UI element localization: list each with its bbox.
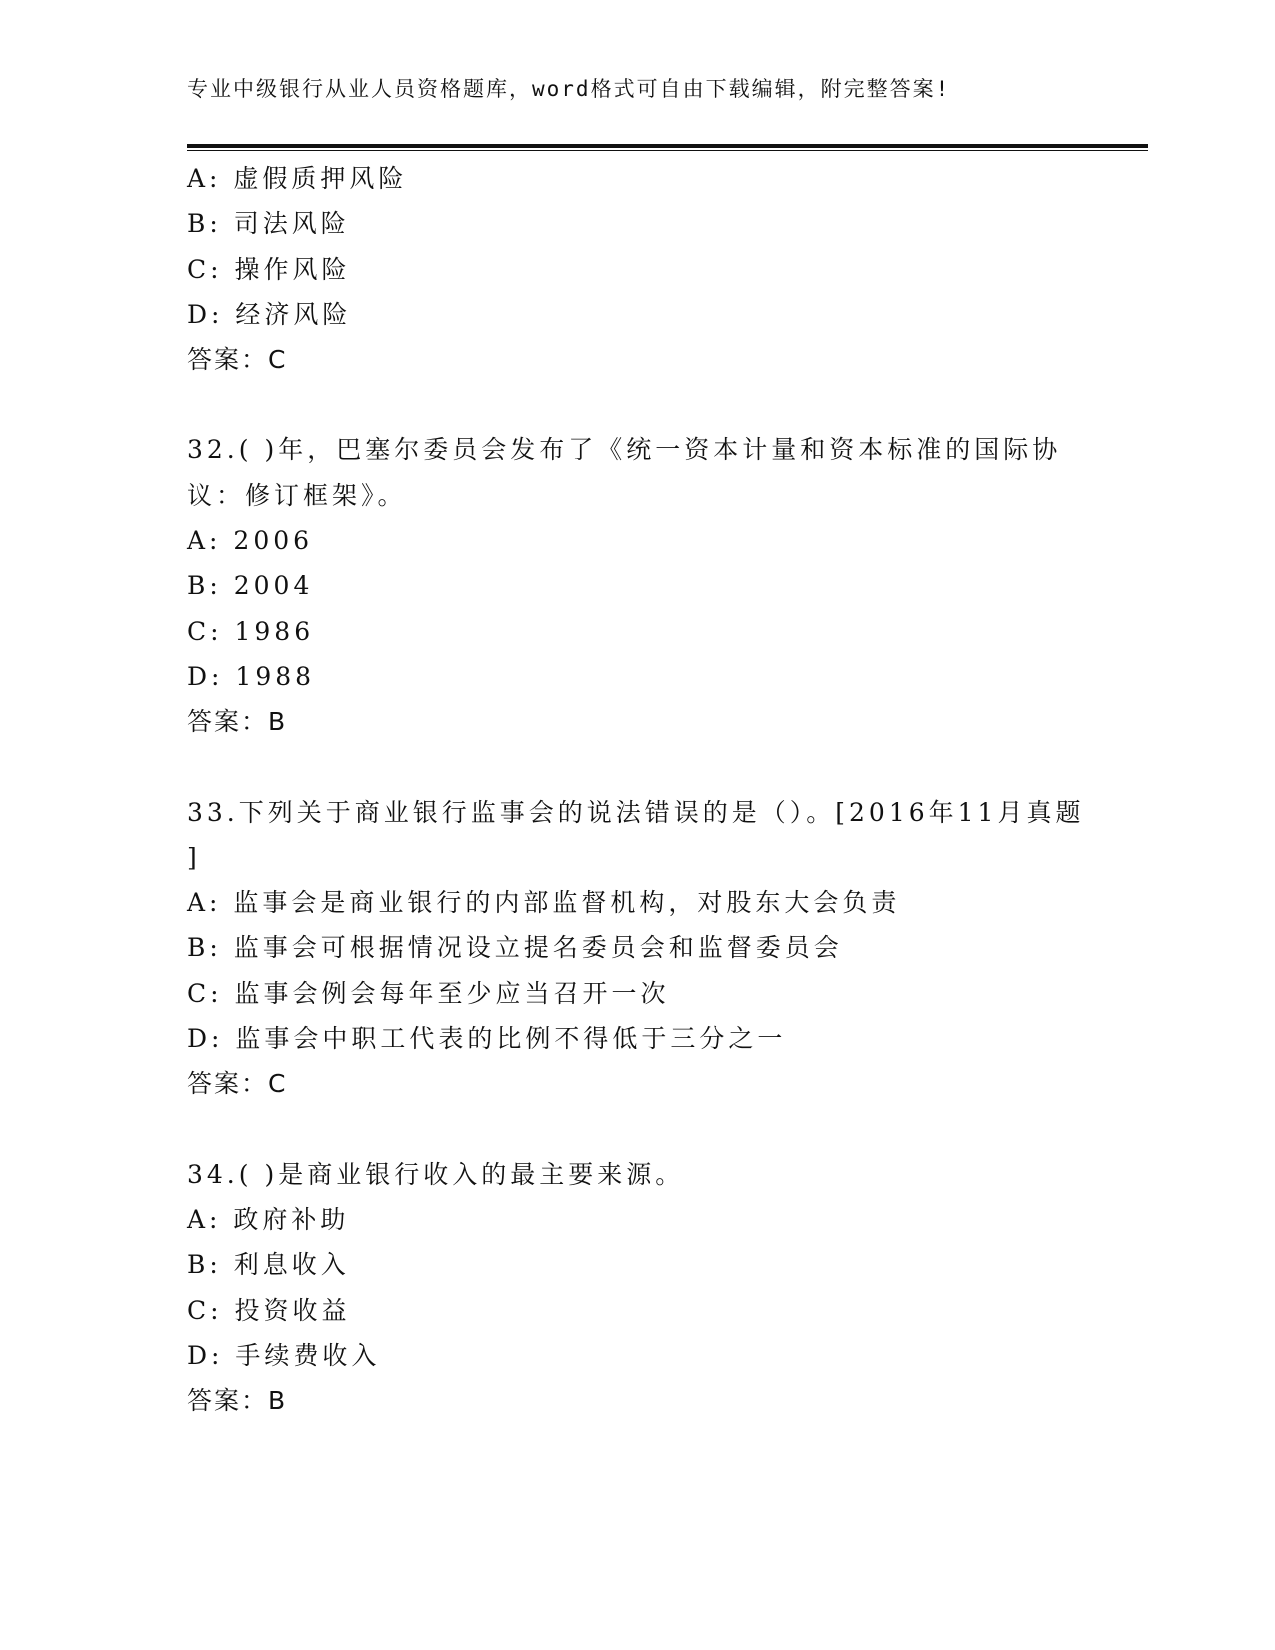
option-a: A: 监事会是商业银行的内部监督机构，对股东大会负责: [187, 888, 901, 918]
header-rule-thin: [187, 150, 1148, 151]
option-a: A: 虚假质押风险: [187, 164, 408, 193]
option-b: B: 利息收入: [187, 1250, 350, 1280]
option-d: D: 1988: [187, 661, 316, 691]
question-list: [187, 156, 1147, 1423]
spacer: [187, 745, 1147, 790]
question-stem: ]: [187, 842, 201, 872]
answer: 答案：C: [187, 1069, 288, 1099]
spacer: [187, 382, 1147, 427]
question-32: [187, 427, 1147, 744]
option-c: C: 投资收益: [187, 1295, 351, 1325]
page-header: 专业中级银行从业人员资格题库，word格式可自由下载编辑，附完整答案!: [187, 77, 951, 101]
answer: 答案：C: [187, 345, 288, 375]
option-a: A: 2006: [187, 526, 314, 556]
question-stem: 议：修订框架》。: [187, 480, 407, 510]
question-block-continued: [187, 156, 1147, 382]
spacer: [187, 1107, 1147, 1152]
option-c: C: 1986: [187, 616, 315, 646]
question-33: [187, 790, 1147, 1107]
question-stem: 32.( )年，巴塞尔委员会发布了《统一资本计量和资本标准的国际协: [187, 435, 1062, 465]
question-stem: 34.( )是商业银行收入的最主要来源。: [187, 1159, 685, 1189]
question-stem: 33.下列关于商业银行监事会的说法错误的是（）。[2016年11月真题: [187, 797, 1085, 827]
header-rule-thick: [187, 144, 1148, 148]
option-d: D: 监事会中职工代表的比例不得低于三分之一: [187, 1024, 787, 1054]
option-d: D: 手续费收入: [187, 1340, 381, 1370]
answer: 答案：B: [187, 707, 288, 737]
option-b: B: 2004: [187, 571, 314, 601]
answer: 答案：B: [187, 1386, 288, 1416]
question-34: [187, 1152, 1147, 1424]
option-b: B: 司法风险: [187, 209, 350, 239]
option-c: C: 监事会例会每年至少应当召开一次: [187, 978, 670, 1008]
option-d: D: 经济风险: [187, 299, 352, 329]
option-b: B: 监事会可根据情况设立提名委员会和监督委员会: [187, 933, 843, 963]
option-c: C: 操作风险: [187, 254, 351, 284]
option-a: A: 政府补助: [187, 1204, 350, 1234]
